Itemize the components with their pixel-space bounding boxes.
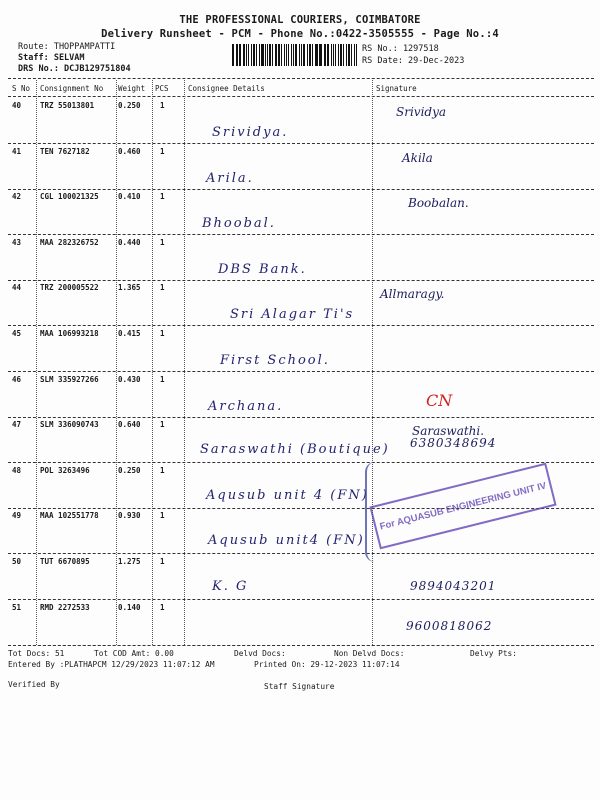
barcode-bar (232, 44, 234, 66)
row-serial-number: 42 (12, 192, 22, 202)
staff-label: Staff: SELVAM (18, 53, 85, 63)
delivery-points: Delvy Pts: (470, 649, 517, 658)
drs-number: DRS No.: DCJB129751804 (18, 64, 131, 74)
row-phone-number: 6380348694 (410, 436, 497, 451)
row-consignee-name: Arila. (206, 170, 254, 186)
row-consignee-name: Saraswathi (Boutique) (200, 442, 390, 458)
col-consignee: Consignee Details (188, 84, 265, 93)
table-row (8, 418, 594, 470)
row-weight: 1.275 (118, 557, 141, 566)
row-serial-number: 47 (12, 420, 22, 430)
barcode-bar (301, 44, 302, 66)
barcode-bar (275, 44, 277, 66)
barcode-bar (256, 44, 258, 66)
barcode-bar (272, 44, 273, 66)
row-weight: 0.440 (118, 237, 141, 247)
document-subtitle: Delivery Runsheet - PCM - Phone No.:0422-3505555 - Page No.:4 (101, 28, 499, 40)
row-serial-number: 50 (12, 557, 22, 566)
barcode-bar (261, 44, 263, 66)
row-weight: 1.365 (118, 283, 141, 293)
table-row (8, 281, 594, 333)
barcode-bar (335, 44, 337, 66)
row-signature: Akila (402, 150, 433, 165)
barcode-bar (267, 44, 268, 66)
col-pcs: PCS (155, 84, 169, 93)
table-row (8, 99, 594, 151)
barcode-bar (265, 44, 266, 66)
col-signature: Signature (376, 84, 417, 93)
barcode-bar (246, 44, 247, 66)
table-row (8, 190, 594, 242)
row-consignment-number: MAA 102551778 (40, 511, 99, 521)
row-consignee-name: Srividya. (212, 125, 289, 140)
barcode-bar (288, 44, 289, 66)
barcode-bar (346, 44, 347, 66)
barcode-bar (237, 44, 238, 66)
barcode-bar (299, 44, 300, 66)
verified-by: Verified By (8, 680, 60, 689)
table-row (8, 145, 594, 197)
route-label: Route: THOPPAMPATTI (18, 42, 116, 52)
row-consignment-number: RMD 2272533 (40, 602, 90, 612)
row-weight: 0.410 (118, 192, 141, 202)
barcode-bar (307, 44, 308, 66)
header-bottom-rule (8, 96, 594, 97)
row-consignment-number: TRZ 200005522 (40, 283, 99, 293)
col-weight: Weight (118, 84, 146, 93)
row-consignee-name: Bhoobal. (202, 216, 276, 232)
barcode-bar (243, 44, 245, 66)
total-docs: Tot Docs: 51 (8, 649, 65, 658)
row-consignment-number: TEN 7627182 (40, 146, 90, 156)
row-weight: 0.415 (118, 329, 141, 338)
header-top-rule (8, 78, 594, 79)
row-consignment-number: SLM 335927266 (40, 374, 99, 384)
entered-by: Entered By :PLATHAPCM 12/29/2023 11:07:12 AM (8, 660, 215, 669)
barcode-bar (236, 44, 237, 66)
row-serial-number: 44 (12, 283, 22, 293)
delivered-docs: Delvd Docs: (234, 649, 286, 658)
row-pieces: 1 (160, 374, 165, 384)
row-weight: 0.250 (118, 465, 141, 475)
row-pieces: 1 (160, 465, 165, 475)
barcode-bar (324, 44, 325, 66)
row-pieces: 1 (160, 602, 165, 612)
barcode-bar (309, 44, 311, 66)
table-row (8, 555, 594, 607)
table-row (8, 327, 594, 379)
barcode-bar (348, 44, 350, 66)
barcode-bar (327, 44, 329, 66)
barcode-image (232, 44, 358, 66)
barcode-bar (284, 44, 285, 66)
row-signature: CN (426, 390, 453, 410)
barcode-bar (303, 44, 305, 66)
barcode-bar (253, 44, 255, 66)
printed-on: Printed On: 29-12-2023 11:07:14 (254, 660, 400, 669)
row-consignment-number: POL 3263496 (40, 465, 90, 475)
total-cod-amount: Tot COD Amt: 0.00 (94, 649, 174, 658)
barcode-bar (319, 44, 321, 66)
barcode-bar (316, 44, 318, 66)
row-serial-number: 40 (12, 101, 22, 110)
row-consignee-name: DBS Bank. (218, 261, 307, 277)
row-signature: Boobalan. (408, 196, 469, 211)
row-weight: 0.460 (118, 146, 141, 156)
row-weight: 0.430 (118, 374, 141, 384)
row-consignee-name: Archana. (208, 398, 284, 414)
col-sno: S No (12, 84, 31, 93)
row-consignee-name: Aqusub unit4 (FN) (208, 533, 365, 549)
row-pieces: 1 (160, 101, 165, 110)
table-row (8, 236, 594, 288)
row-serial-number: 48 (12, 465, 22, 475)
row-serial-number: 45 (12, 329, 22, 338)
row-pieces: 1 (160, 557, 165, 566)
row-consignee-name: Aqusub unit 4 (FN) (206, 487, 369, 503)
barcode-bar (295, 44, 297, 66)
row-weight: 0.640 (118, 420, 141, 430)
barcode-bar (239, 44, 241, 66)
row-phone-number: 9600818062 (406, 618, 493, 633)
row-pieces: 1 (160, 283, 165, 293)
barcode-bar (269, 44, 271, 66)
row-signature: Saraswathi. (412, 424, 485, 439)
row-pieces: 1 (160, 511, 165, 521)
barcode-bar (291, 44, 292, 66)
row-signature: Allmaragy. (380, 287, 445, 302)
row-weight: 0.250 (118, 101, 141, 110)
barcode-bar (354, 44, 355, 66)
row-serial-number: 41 (12, 146, 22, 156)
row-serial-number: 49 (12, 511, 22, 521)
barcode-bar (281, 44, 282, 66)
rs-number: RS No.: 1297518 (362, 44, 439, 54)
row-weight: 0.140 (118, 602, 141, 612)
barcode-bar (325, 44, 326, 66)
row-weight: 0.930 (118, 511, 141, 521)
row-consignment-number: TUT 6670895 (40, 557, 90, 566)
barcode-bar (338, 44, 339, 66)
row-pieces: 1 (160, 237, 165, 247)
row-signature: Srividya (396, 105, 447, 119)
row-consignee-name: K. G (212, 579, 249, 594)
barcode-bar (259, 44, 260, 66)
staff-signature-label: Staff Signature (264, 682, 335, 691)
row-serial-number: 43 (12, 237, 22, 247)
row-consignment-number: CGL 100021325 (40, 192, 99, 202)
barcode-bar (331, 44, 332, 66)
barcode-bar (315, 44, 316, 66)
col-consignment: Consignment No (40, 84, 104, 93)
barcode-bar (340, 44, 342, 66)
row-consignment-number: MAA 106993218 (40, 329, 99, 338)
footer-rule (8, 645, 594, 646)
row-consignee-name: Sri Alagar Ti's (230, 307, 355, 323)
row-consignment-number: TRZ 55013801 (40, 101, 95, 110)
barcode-bar (286, 44, 288, 66)
barcode-bar (343, 44, 344, 66)
barcode-bar (293, 44, 295, 66)
barcode-bar (333, 44, 334, 66)
row-pieces: 1 (160, 146, 165, 156)
barcode-bar (248, 44, 249, 66)
row-pieces: 1 (160, 329, 165, 338)
barcode-bar (351, 44, 353, 66)
barcode-bar (312, 44, 313, 66)
row-serial-number: 46 (12, 374, 22, 384)
stamp-text: For AQUASUB ENGINEERING UNIT IV (378, 479, 548, 533)
row-serial-number: 51 (12, 602, 22, 612)
non-delivered-docs: Non Delvd Docs: (334, 649, 405, 658)
barcode-bar (356, 44, 357, 66)
row-consignee-name: First School. (220, 353, 330, 368)
row-pieces: 1 (160, 192, 165, 202)
table-row (8, 373, 594, 425)
document-title: THE PROFESSIONAL COURIERS, COIMBATORE (179, 14, 421, 26)
row-consignment-number: SLM 336090743 (40, 420, 99, 430)
row-consignment-number: MAA 282326752 (40, 237, 99, 247)
rs-date: RS Date: 29-Dec-2023 (362, 56, 465, 66)
row-pieces: 1 (160, 420, 165, 430)
row-phone-number: 9894043201 (410, 579, 497, 593)
barcode-bar (251, 44, 252, 66)
barcode-bar (278, 44, 280, 66)
